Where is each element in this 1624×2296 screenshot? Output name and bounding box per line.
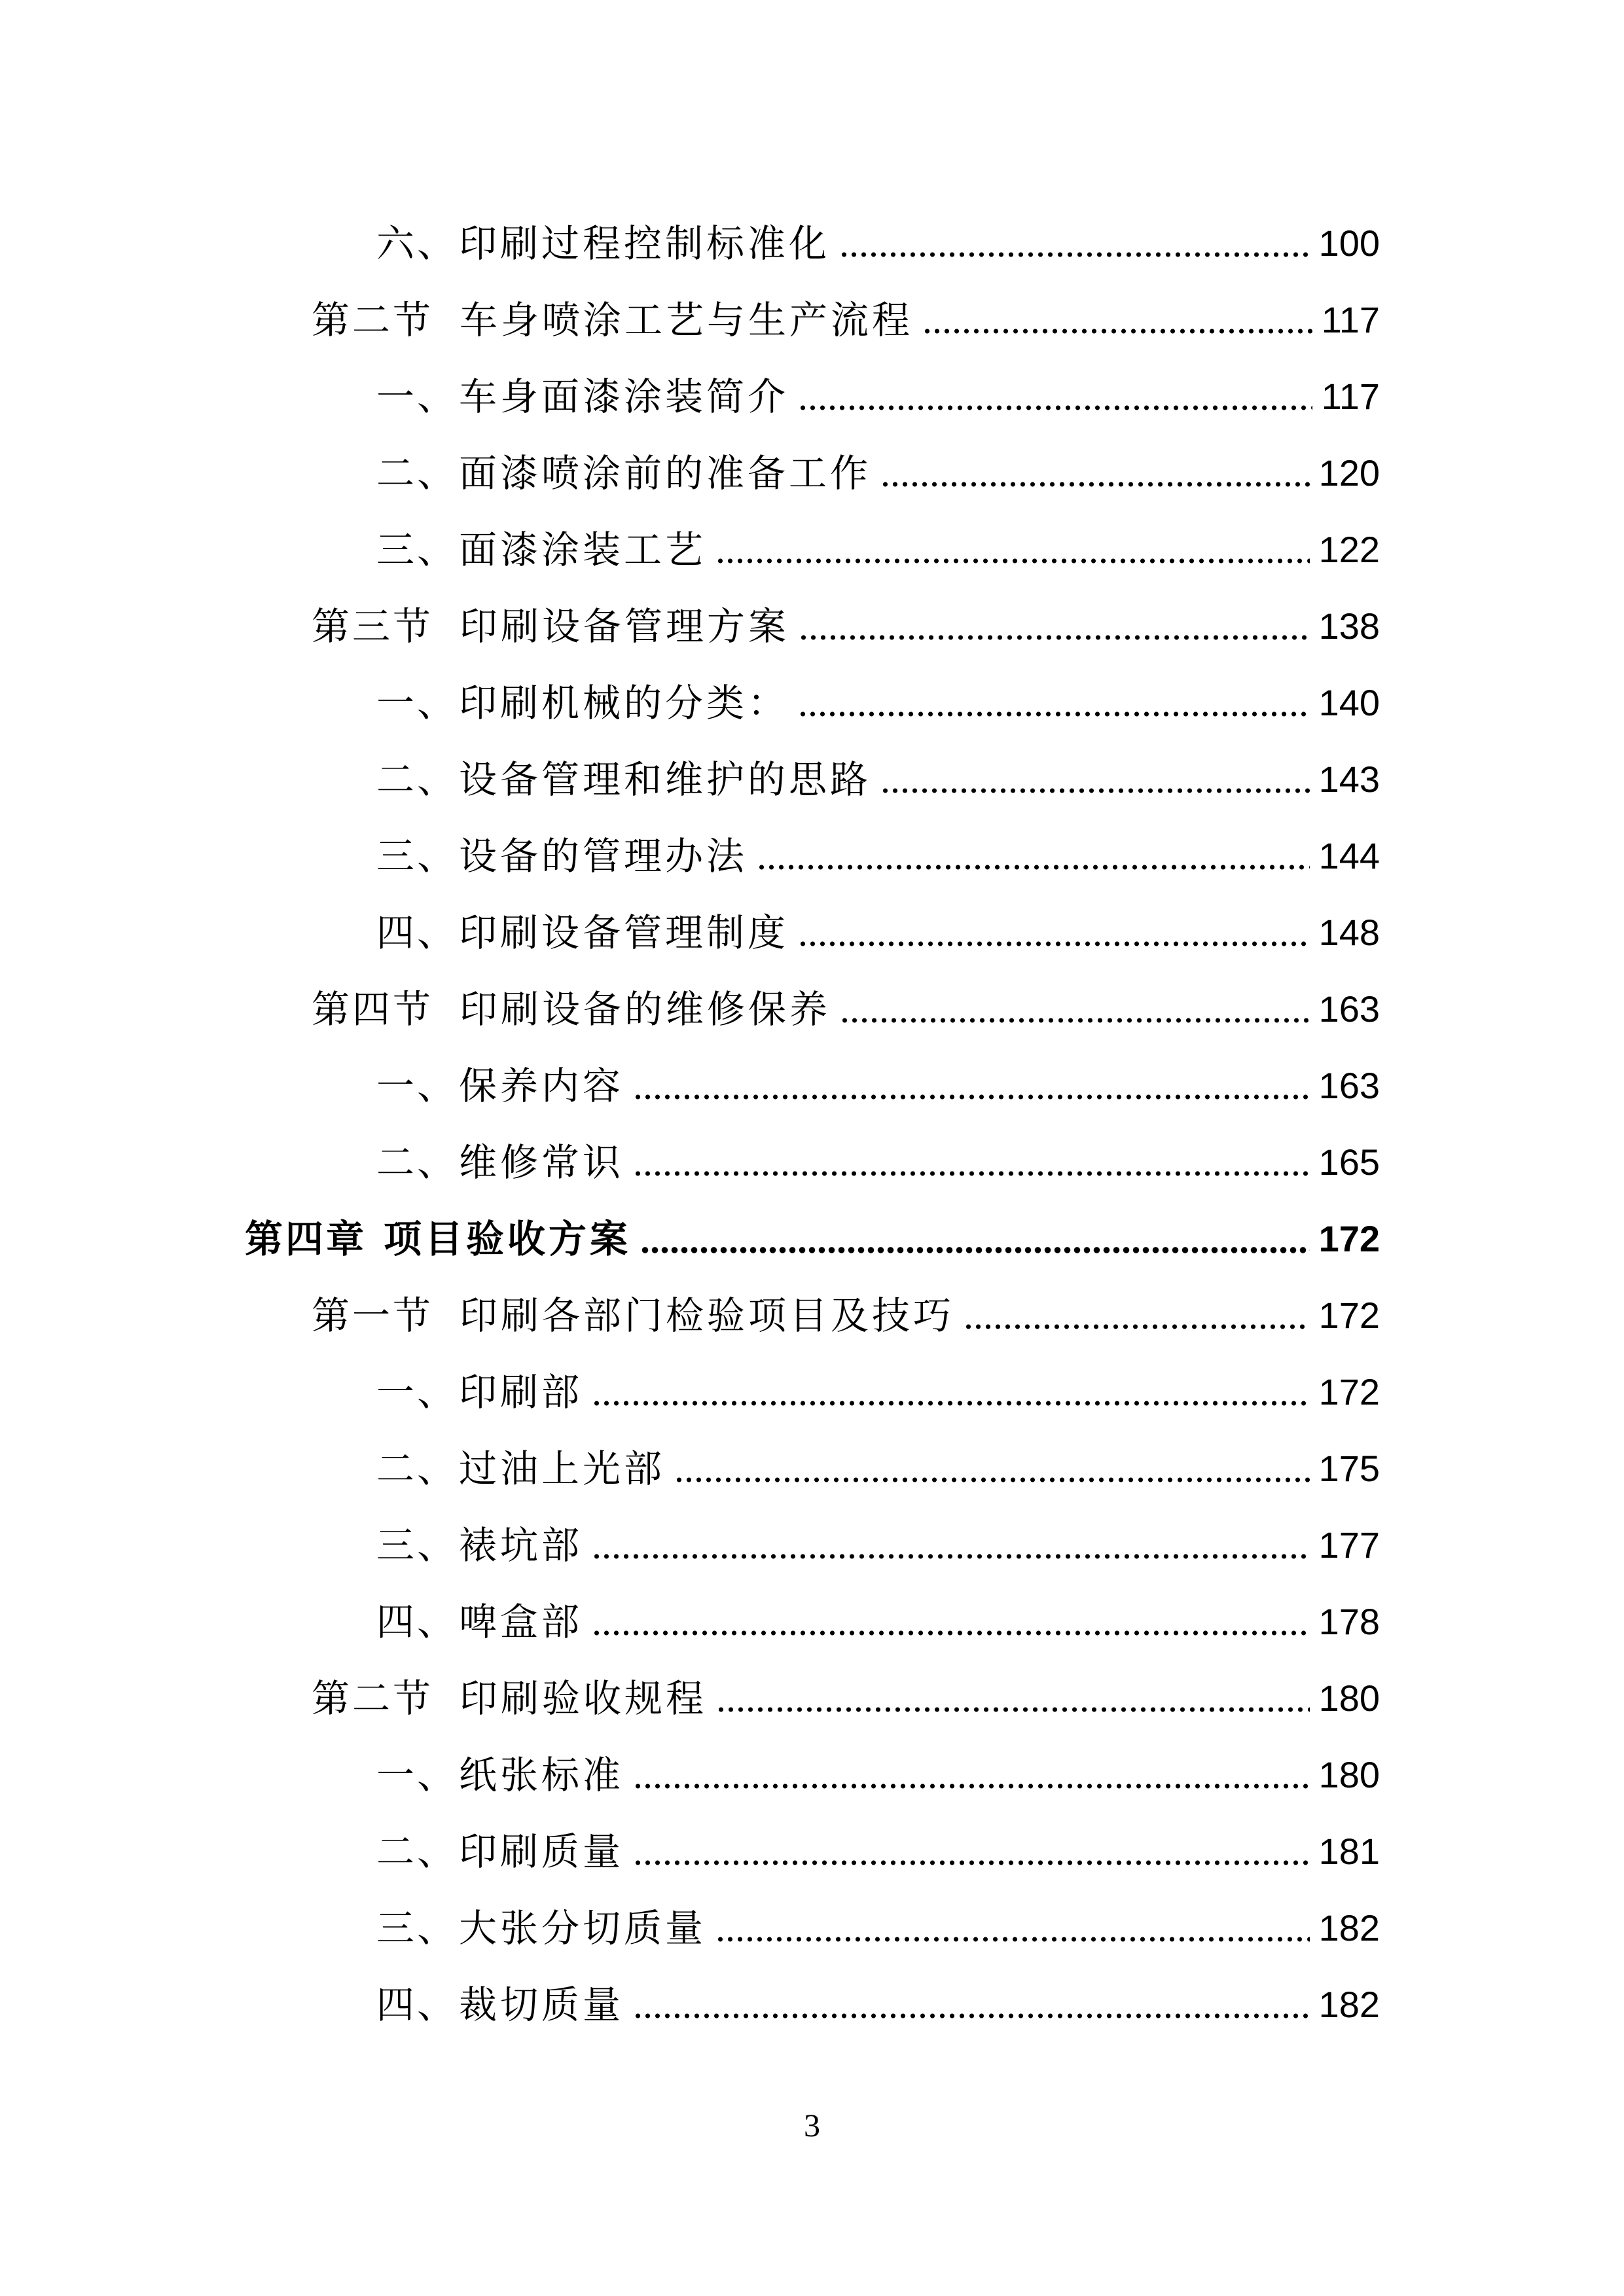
toc-entry[interactable]: [376, 1819, 1380, 1884]
toc-entry-title: 纸张标准: [459, 1753, 624, 1797]
toc-entry-number: 三、: [376, 1523, 458, 1568]
toc-dot-leader: [880, 476, 1310, 492]
toc-entry-title: 设备管理和维护的思路: [459, 757, 872, 802]
toc-dot-leader: [633, 2008, 1310, 2024]
toc-entry-title: 印刷过程控制标准化: [459, 221, 831, 266]
toc-entry-title: 印刷质量: [459, 1829, 624, 1874]
toc-entry-page: 100: [1318, 223, 1380, 264]
toc-entry-number: 第四节: [312, 987, 434, 1031]
toc-entry-title: 大张分切质量: [459, 1906, 707, 1950]
toc-entry-page: 163: [1318, 1065, 1380, 1106]
toc-entry-number: 二、: [376, 757, 458, 802]
toc-entry[interactable]: [376, 440, 1380, 506]
toc-entry-title: 车身喷涂工艺与生产流程: [460, 298, 914, 342]
toc-entry-page: 182: [1318, 1984, 1380, 2025]
toc-entry-title: 项目验收方案: [384, 1217, 632, 1261]
toc-entry[interactable]: [376, 364, 1380, 429]
toc-entry-number: 四、: [376, 1982, 458, 2027]
toc-dot-leader: [840, 1013, 1310, 1028]
toc-entry-page: 172: [1318, 1295, 1380, 1336]
toc-entry-page: 163: [1318, 988, 1380, 1030]
toc-entry-page: 175: [1318, 1448, 1380, 1489]
toc-entry-number: 三、: [376, 528, 458, 572]
page-number: 3: [804, 2107, 820, 2144]
toc-entry-number: 二、: [376, 451, 458, 495]
toc-entry-page: 172: [1318, 1371, 1380, 1412]
toc-entry-page: 178: [1318, 1601, 1380, 1642]
toc-entry[interactable]: [376, 1359, 1380, 1425]
toc-entry-number: 第三节: [312, 604, 434, 649]
toc-dot-leader: [716, 1702, 1310, 1717]
toc-entry-title: 裁切质量: [459, 1982, 624, 2027]
toc-entry[interactable]: [312, 1283, 1380, 1348]
toc-entry-page: 182: [1318, 1907, 1380, 1948]
toc-entry[interactable]: [376, 1895, 1380, 1961]
toc-dot-leader: [640, 1242, 1310, 1258]
toc-entry[interactable]: [376, 1436, 1380, 1501]
toc-entry-page: 140: [1318, 682, 1380, 723]
toc-entry[interactable]: [376, 1589, 1380, 1655]
toc-dot-leader: [922, 323, 1312, 339]
toc-entry-page: 172: [1318, 1218, 1380, 1259]
toc-entry-number: 六、: [376, 221, 458, 266]
toc-dot-leader: [633, 1089, 1310, 1105]
toc-entry-page: 143: [1318, 759, 1380, 800]
toc-entry-number: 三、: [376, 1906, 458, 1950]
toc-entry-page: 138: [1318, 605, 1380, 647]
toc-entry-page: 181: [1318, 1831, 1380, 1872]
toc-entry-title: 印刷机械的分类：: [459, 681, 789, 725]
toc-entry[interactable]: [312, 1666, 1380, 1731]
toc-entry-page: 122: [1318, 529, 1380, 570]
toc-entry[interactable]: [376, 1130, 1380, 1195]
toc-entry[interactable]: [312, 287, 1380, 353]
toc-entry-number: 第二节: [312, 298, 434, 342]
toc-entry[interactable]: [376, 900, 1380, 965]
toc-dot-leader: [798, 400, 1312, 416]
toc-entry-title: 印刷设备管理制度: [459, 910, 789, 955]
toc-entry-title: 啤盒部: [459, 1600, 583, 1644]
toc-entry[interactable]: [376, 1742, 1380, 1808]
toc-dot-leader: [715, 1931, 1310, 1947]
toc-entry-page: 165: [1318, 1141, 1380, 1183]
toc-dot-leader: [592, 1625, 1310, 1641]
toc-entry-page: 177: [1318, 1524, 1380, 1566]
toc-entry-number: 二、: [376, 1829, 458, 1874]
toc-entry-number: 二、: [376, 1446, 458, 1491]
toc-dot-leader: [715, 553, 1310, 569]
toc-entry-title: 车身面漆涂装简介: [459, 374, 789, 419]
toc-dot-leader: [799, 630, 1310, 645]
toc-entry-page: 180: [1318, 1677, 1380, 1719]
toc-entry-page: 117: [1321, 376, 1380, 417]
toc-dot-leader: [798, 706, 1310, 722]
toc-entry[interactable]: [376, 1972, 1380, 2037]
toc-entry-page: 117: [1321, 299, 1380, 340]
toc-dot-leader: [757, 859, 1310, 875]
toc-entry-title: 面漆涂装工艺: [459, 528, 707, 572]
toc-entry[interactable]: [376, 517, 1380, 583]
toc-entry[interactable]: [376, 747, 1380, 812]
toc-entry-page: 180: [1318, 1754, 1380, 1795]
toc-entry-title: 印刷各部门检验项目及技巧: [460, 1293, 955, 1338]
toc-entry-number: 第二节: [312, 1676, 434, 1721]
toc-entry-number: 第四章: [245, 1217, 367, 1261]
toc-entry-number: 第一节: [312, 1293, 434, 1338]
toc-entry-page: 144: [1318, 835, 1380, 876]
toc-entry-title: 印刷设备的维修保养: [460, 987, 831, 1031]
toc-entry-number: 一、: [376, 681, 458, 725]
toc-entry[interactable]: [312, 977, 1380, 1042]
toc-dot-leader: [798, 936, 1310, 952]
toc-dot-leader: [633, 1166, 1310, 1181]
toc-dot-leader: [964, 1319, 1310, 1335]
toc-entry-number: 一、: [376, 374, 458, 419]
toc-entry[interactable]: [312, 594, 1380, 659]
toc-dot-leader: [592, 1549, 1310, 1564]
toc-dot-leader: [633, 1778, 1310, 1794]
toc-entry-page: 120: [1318, 452, 1380, 493]
toc-entry[interactable]: [376, 1513, 1380, 1578]
toc-entry[interactable]: [376, 1053, 1380, 1119]
toc-dot-leader: [592, 1395, 1310, 1411]
toc-entry-title: 裱坑部: [459, 1523, 583, 1568]
toc-entry-page: 148: [1318, 912, 1380, 953]
toc-dot-leader: [880, 783, 1310, 798]
toc-entry-number: 四、: [376, 910, 458, 955]
toc-entry[interactable]: [376, 670, 1380, 736]
toc-chapter-entry[interactable]: [245, 1206, 1380, 1272]
toc-dot-leader: [633, 1855, 1310, 1871]
toc-entry-title: 维修常识: [459, 1140, 624, 1185]
toc-entry-title: 保养内容: [459, 1064, 624, 1108]
toc-entry-number: 一、: [376, 1064, 458, 1108]
toc-dot-leader: [674, 1472, 1310, 1488]
toc-entry-number: 四、: [376, 1600, 458, 1644]
toc-entry[interactable]: [376, 823, 1380, 889]
toc-dot-leader: [839, 247, 1310, 262]
toc-entry-title: 面漆喷涂前的准备工作: [459, 451, 872, 495]
toc-entry-title: 过油上光部: [459, 1446, 666, 1491]
toc-entry-title: 印刷部: [459, 1370, 583, 1414]
toc-entry-number: 一、: [376, 1370, 458, 1414]
toc-entry-title: 印刷验收规程: [460, 1676, 708, 1721]
toc-entry-title: 印刷设备管理方案: [460, 604, 790, 649]
toc-entry-number: 三、: [376, 834, 458, 878]
toc-entry[interactable]: [376, 211, 1380, 276]
toc-entry-title: 设备的管理办法: [459, 834, 748, 878]
toc-entry-number: 一、: [376, 1753, 458, 1797]
toc-entry-number: 二、: [376, 1140, 458, 1185]
